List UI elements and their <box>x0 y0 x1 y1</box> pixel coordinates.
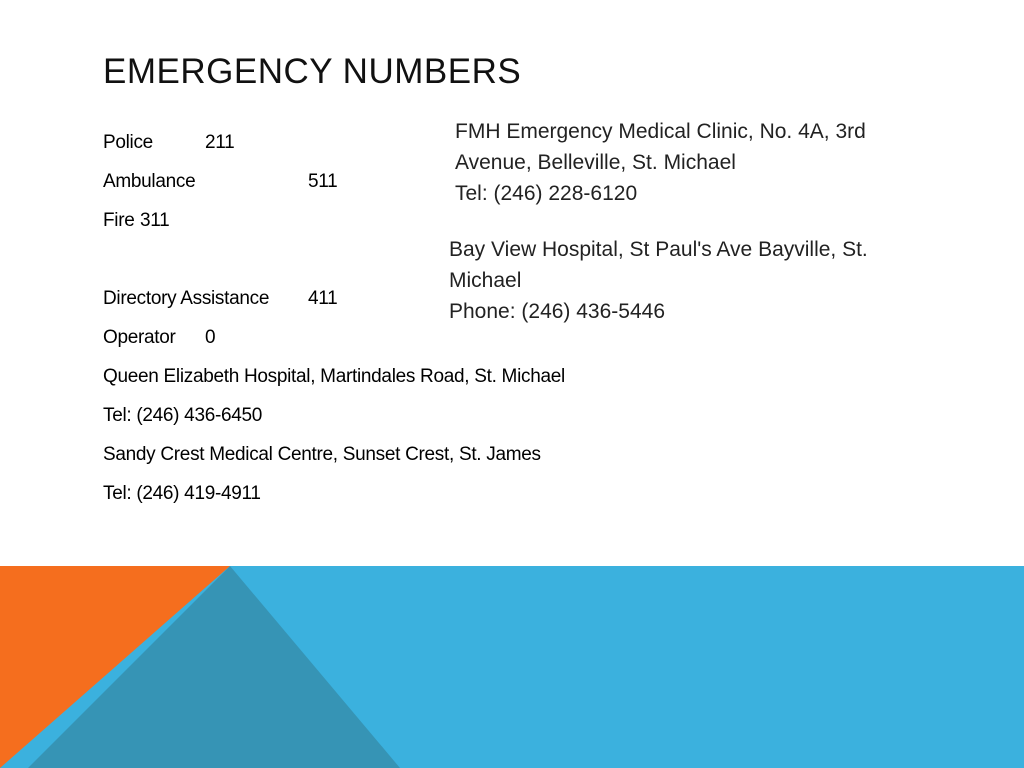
fmh-address-line1: FMH Emergency Medical Clinic, No. 4A, 3rd <box>455 120 866 143</box>
police-number: 211 <box>205 132 235 153</box>
list-item-operator <box>103 325 565 364</box>
fmh-clinic-box <box>455 116 935 209</box>
directory-number: 411 <box>308 288 338 309</box>
bay-view-hospital-box <box>449 234 939 327</box>
bayview-phone: Phone: (246) 436-5446 <box>449 300 665 323</box>
decorative-footer-band <box>0 566 1024 768</box>
qeh-address: Queen Elizabeth Hospital, Martindales Road, St. Michael <box>103 366 565 387</box>
directory-label: Directory Assistance <box>103 288 270 309</box>
bayview-address-line1: Bay View Hospital, St Paul's Ave Bayville, St. <box>449 238 868 261</box>
fmh-address-line2: Avenue, Belleville, St. Michael <box>455 151 736 174</box>
slide-title: EMERGENCY NUMBERS <box>103 52 522 91</box>
fmh-tel: Tel: (246) 228-6120 <box>455 182 638 205</box>
police-label: Police <box>103 132 153 153</box>
fire-number: 311 <box>140 210 170 231</box>
ambulance-number: 511 <box>308 171 338 192</box>
operator-number: 0 <box>205 327 216 348</box>
operator-label: Operator <box>103 327 176 348</box>
fire-label: Fire <box>103 210 135 231</box>
sandy-crest-tel: Tel: (246) 419-4911 <box>103 483 261 504</box>
qeh-tel: Tel: (246) 436-6450 <box>103 405 263 426</box>
ambulance-label: Ambulance <box>103 171 196 192</box>
sandy-crest-address: Sandy Crest Medical Centre, Sunset Crest, St. James <box>103 444 541 465</box>
bayview-address-line2: Michael <box>449 269 522 292</box>
